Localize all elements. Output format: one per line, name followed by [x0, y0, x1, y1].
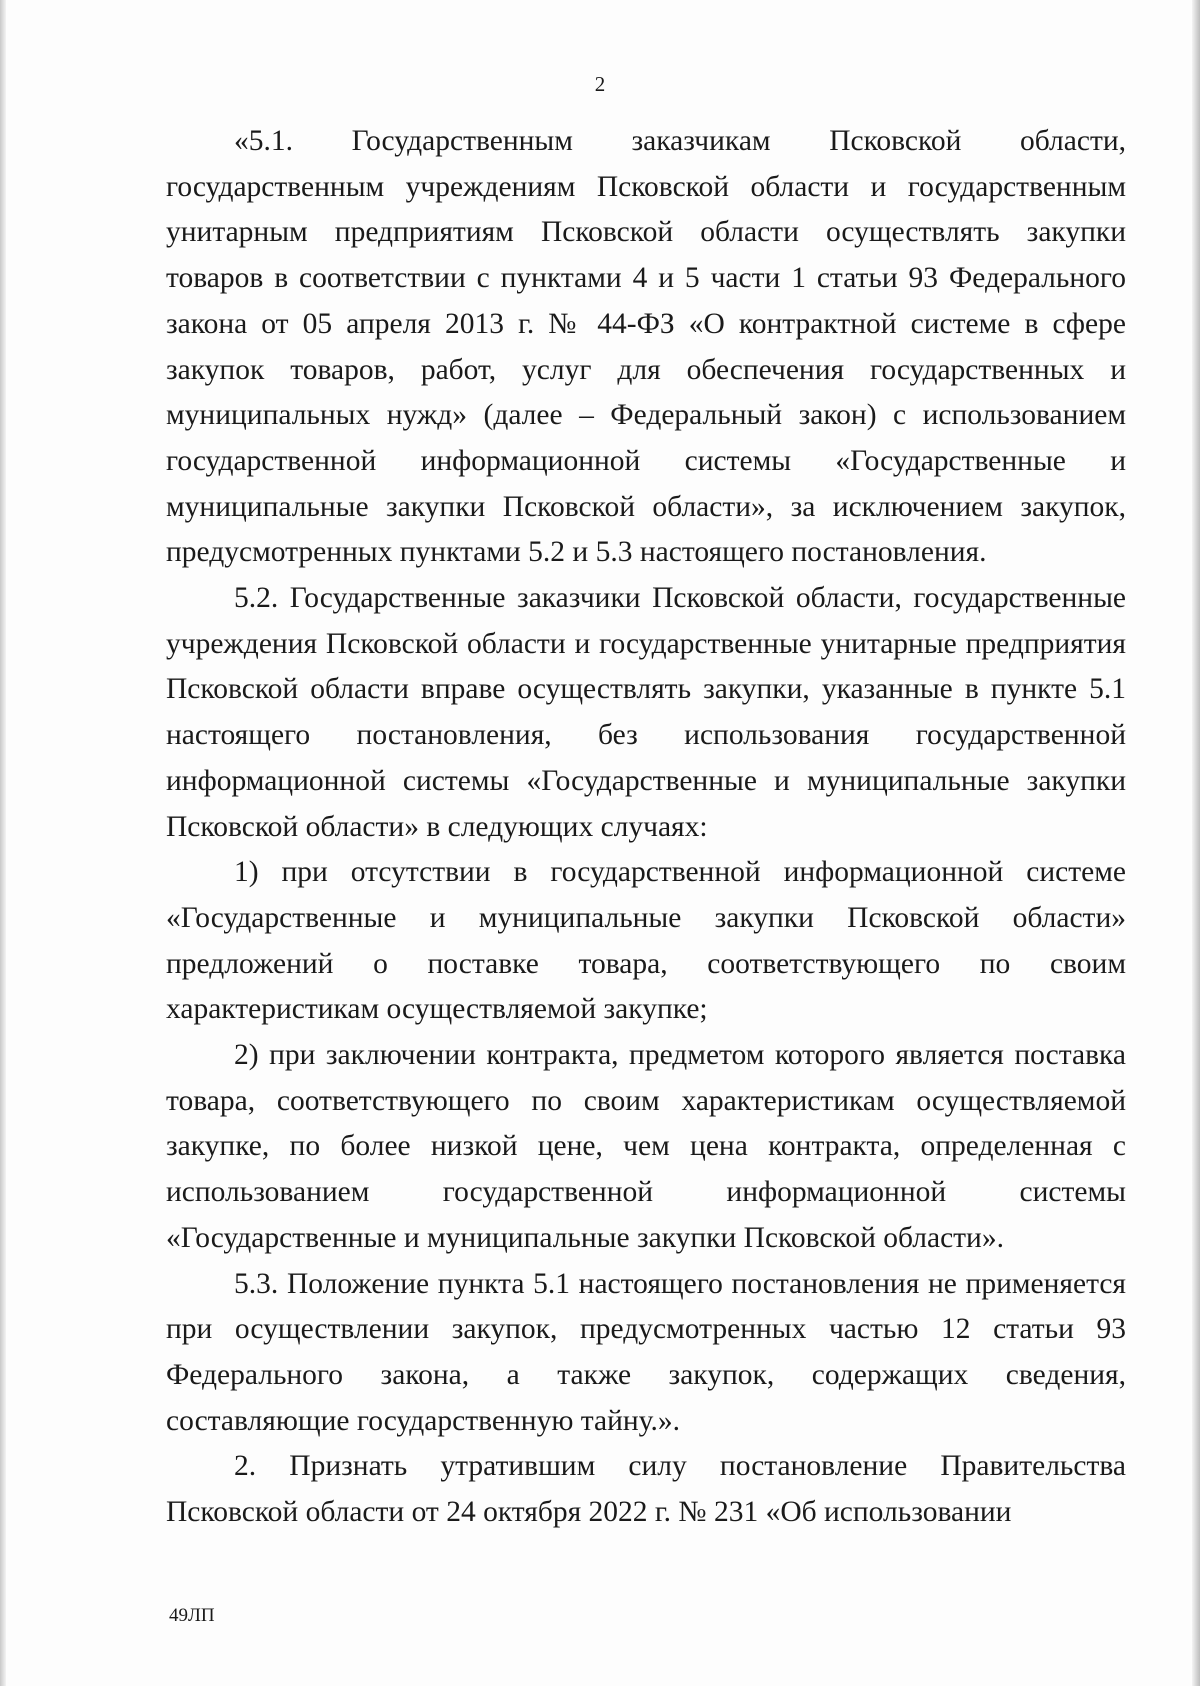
paragraph-5-2: 5.2. Государственные заказчики Псковской области, государственные учреждения Псковской области и государственные унитарные предприятия Псковской области вправе осуществлять закупки, указанные в пункте 5.1 настоящего постановления, без использования государственной информационной системы «Государственные и муниципальные закупки Псковской области» в следующих случаях:	[166, 582, 1126, 843]
paragraph-5-1: «5.1. Государственным заказчикам Псковской области, государственным учреждениям Псковской области и государственным унитарным предприятиям Псковской области осуществлять закупки товаров в соответствии с пунктами 4 и 5 части 1 статьи 93 Федерального закона от 05 апреля 2013 г. № 44-ФЗ «О контрактной системе в сфере закупок товаров, работ, услуг для обеспечения государственных и муниципальных нужд» (далее – Федеральный закон) с использованием государственной информационной системы «Государственные и муниципальные закупки Псковской области», за исключением закупок, предусмотренных пунктами 5.2 и 5.3 настоящего постановления.	[166, 125, 1126, 569]
paragraph-5-3: 5.3. Положение пункта 5.1 настоящего постановления не применяется при осуществлении закупок, предусмотренных частью 12 статьи 93 Федерального закона, а также закупок, содержащих сведения, составляющие государственную тайну.».	[166, 1267, 1126, 1437]
footer-document-code: 49ЛП	[169, 1605, 215, 1626]
scan-edge-left	[0, 0, 6, 1686]
paragraph-5-2-item-1: 1) при отсутствии в государственной информационной системе «Государственные и муниципальные закупки Псковской области» предложений о поставке товара, соответствующего по своим характеристикам осуществляемой закупке;	[166, 856, 1126, 1026]
paragraph-2: 2. Признать утратившим силу постановление Правительства Псковской области от 24 октября 2022 г. № 231 «Об использовании	[166, 1450, 1126, 1529]
page-number: 2	[594, 72, 606, 96]
document-body	[166, 119, 1126, 1536]
scan-edge-right	[1192, 0, 1200, 1686]
paragraph-5-2-item-2: 2) при заключении контракта, предметом которого является поставка товара, соответствующего по своим характеристикам осуществляемой закупке, по более низкой цене, чем цена контракта, определенная с использованием государственной информационной системы «Государственные и муниципальные закупки Псковской области».	[166, 1039, 1126, 1254]
